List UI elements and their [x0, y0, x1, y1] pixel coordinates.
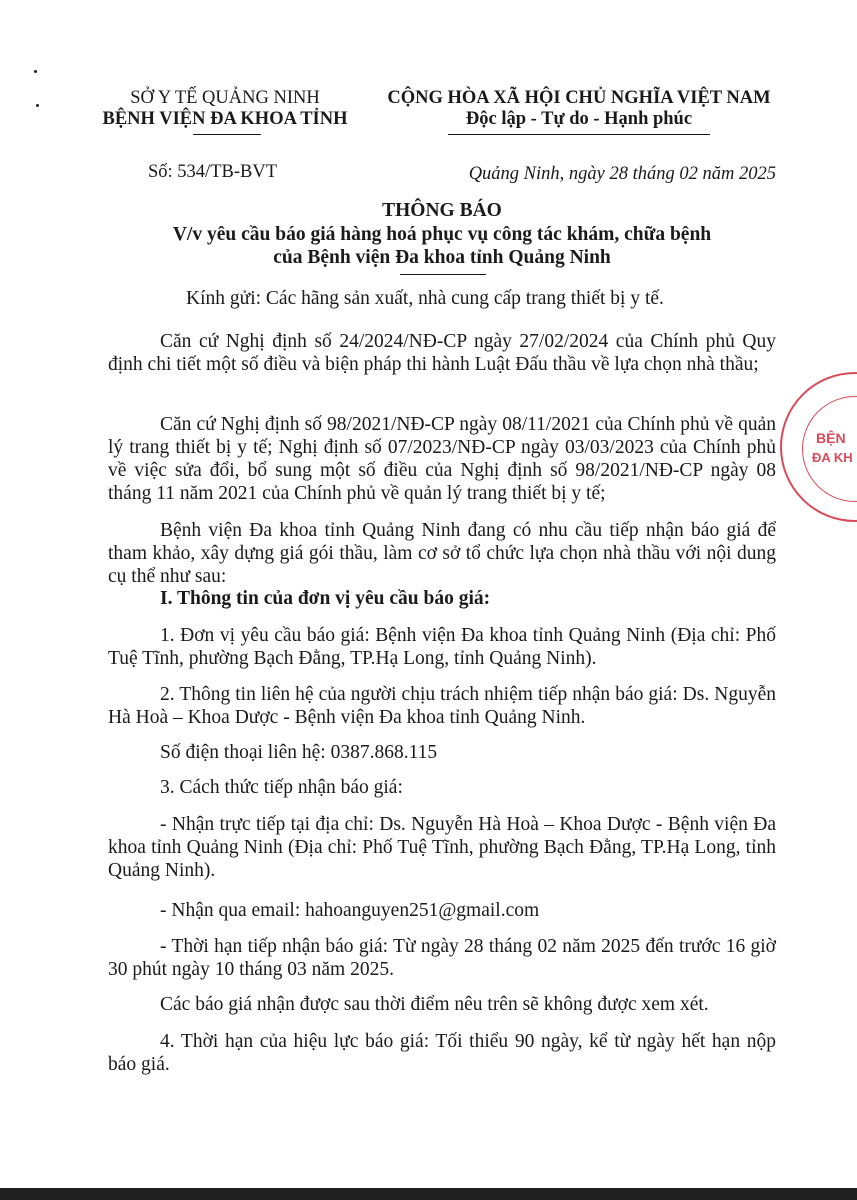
title-underline	[400, 274, 486, 275]
item-3a-direct-delivery: - Nhận trực tiếp tại địa chỉ: Ds. Nguyễn Hà Hoà – Khoa Dược - Bệnh viện Đa khoa tỉnh Quảng Ninh (Địa chỉ: Phố Tuệ Tĩnh, phường Bạch Đằng, TP.Hạ Long, tỉnh Quảng Ninh).	[108, 814, 776, 881]
recipient-line: Kính gửi: Các hãng sản xuất, nhà cung cấp trang thiết bị y tế.	[186, 288, 664, 309]
stamp-text-bottom: ĐA KH	[812, 450, 853, 465]
contact-phone: Số điện thoại liên hệ: 0387.868.115	[160, 742, 438, 763]
place-and-date: Quảng Ninh, ngày 28 tháng 02 năm 2025	[468, 164, 776, 184]
scan-bottom-edge	[0, 1188, 857, 1200]
document-subtitle-line-2: của Bệnh viện Đa khoa tỉnh Quảng Ninh	[273, 247, 611, 268]
header-underline-right	[448, 134, 710, 135]
late-submission-note: Các báo giá nhận được sau thời điểm nêu trên sẽ không được xem xét.	[160, 994, 709, 1015]
item-4-validity-period: 4. Thời hạn của hiệu lực báo giá: Tối thiểu 90 ngày, kể từ ngày hết hạn nộp báo giá.	[108, 1031, 776, 1075]
republic-title: CỘNG HÒA XÃ HỘI CHỦ NGHĨA VIỆT NAM	[387, 88, 771, 108]
item-3c-deadline: - Thời hạn tiếp nhận báo giá: Từ ngày 28 tháng 02 năm 2025 đến trước 16 giờ 30 phút ngày 10 tháng 03 năm 2025.	[108, 936, 776, 980]
item-3b-email: - Nhận qua email: hahoanguyen251@gmail.com	[160, 900, 540, 921]
paragraph-legal-basis-1: Căn cứ Nghị định số 24/2024/NĐ-CP ngày 27/02/2024 của Chính phủ Quy định chi tiết một số điều và biện pháp thi hành Luật Đấu thầu về lựa chọn nhà thầu;	[108, 331, 776, 375]
paragraph-request-purpose: Bệnh viện Đa khoa tỉnh Quảng Ninh đang có nhu cầu tiếp nhận báo giá để tham khảo, xây dựng giá gói thầu, làm cơ sở tổ chức lựa chọn nhà thầu với nội dung cụ thể như sau:	[108, 520, 776, 587]
national-motto: Độc lập - Tự do - Hạnh phúc	[465, 109, 693, 129]
item-2-contact-person: 2. Thông tin liên hệ của người chịu trách nhiệm tiếp nhận báo giá: Ds. Nguyễn Hà Hoà – Khoa Dược - Bệnh viện Đa khoa tỉnh Quảng Ninh.	[108, 684, 776, 728]
item-3-receiving-method: 3. Cách thức tiếp nhận báo giá:	[160, 777, 403, 798]
document-number: Số: 534/TB-BVT	[148, 162, 277, 182]
header-underline-left	[193, 134, 261, 135]
scan-speck	[34, 70, 37, 73]
scan-speck	[36, 104, 39, 107]
document-title: THÔNG BÁO	[382, 200, 502, 221]
stamp-text-top: BỆN	[816, 430, 846, 446]
section-heading-1: I. Thông tin của đơn vị yêu cầu báo giá:	[160, 588, 491, 609]
department-name: SỞ Y TẾ QUẢNG NINH	[130, 88, 320, 108]
hospital-name: BỆNH VIỆN ĐA KHOA TỈNH	[102, 109, 348, 129]
item-1-requesting-unit: 1. Đơn vị yêu cầu báo giá: Bệnh viện Đa khoa tỉnh Quảng Ninh (Địa chỉ: Phố Tuệ Tĩnh, phường Bạch Đằng, TP.Hạ Long, tỉnh Quảng Ninh).	[108, 625, 776, 669]
document-subtitle-line-1: V/v yêu cầu báo giá hàng hoá phục vụ công tác khám, chữa bệnh	[172, 224, 712, 245]
paragraph-legal-basis-2: Căn cứ Nghị định số 98/2021/NĐ-CP ngày 08/11/2021 của Chính phủ về quản lý trang thiết bị y tế; Nghị định số 07/2023/NĐ-CP ngày 03/03/2023 của Chính phủ về việc sửa đổi, bổ sung một số điều của Nghị định số 98/2021/NĐ-CP ngày 08 tháng 11 năm 2021 của Chính phủ về quản lý trang thiết bị y tế;	[108, 414, 776, 504]
